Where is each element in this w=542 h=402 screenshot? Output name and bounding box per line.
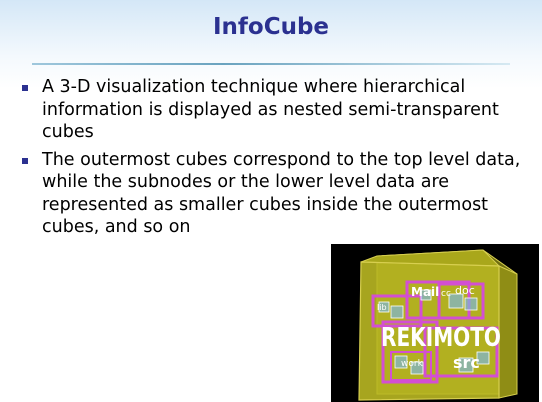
bullet-item [18,76,533,144]
inner-cube [391,306,403,318]
cube-label-doc: doc [455,284,475,297]
bullet-list [18,76,533,244]
cube-label-cc: cc [441,289,451,299]
cube-label-rekimoto: REKIMOTO [381,323,501,353]
bullet-text: A 3-D visualization technique where hierarchical information is displayed as nested semi-transparent cubes [42,77,499,142]
square-bullet-icon [22,85,28,91]
bullet-item [18,149,533,239]
slide-title: InfoCube [212,14,330,40]
infocube-figure [331,244,539,402]
cube-label-lib: lib [377,303,387,312]
cube-label-src: src [453,353,480,372]
infocube-visualization [331,244,539,402]
square-bullet-icon [22,158,28,164]
inner-cube [465,298,477,310]
cube-label-work: work [401,359,423,369]
outer-cube-side-face [499,266,517,398]
bullet-text: The outermost cubes correspond to the top level data, while the subnodes or the lower level data are represented as smaller cubes inside the outermost cubes, and so on [42,149,521,237]
title-divider [32,63,510,65]
cube-label-mail: Mail [411,285,440,299]
